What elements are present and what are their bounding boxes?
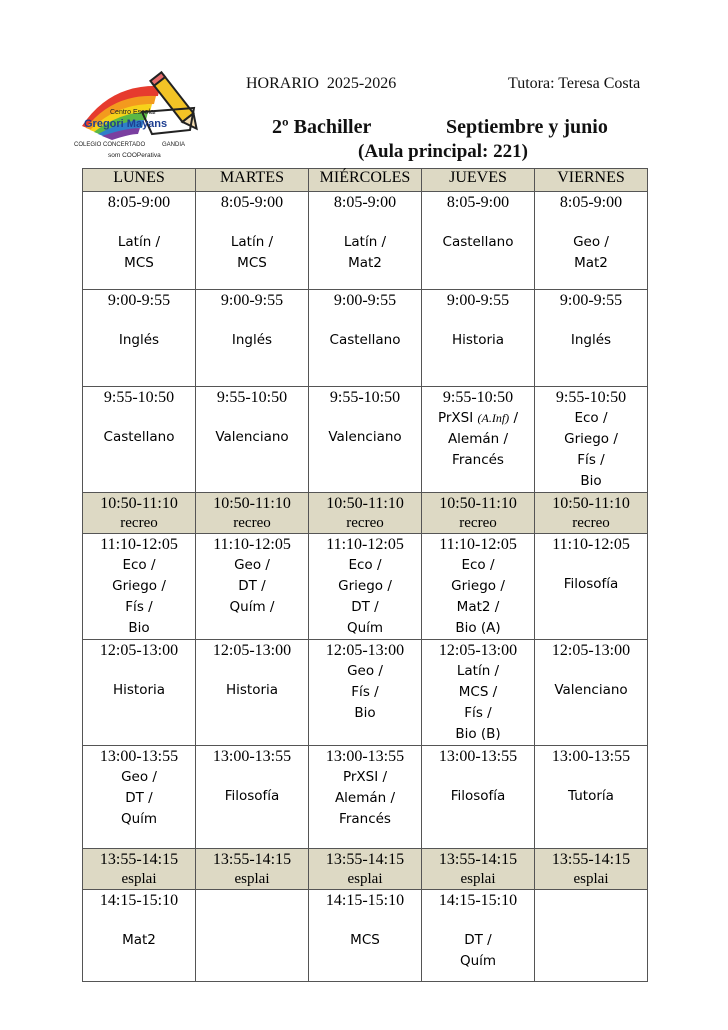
timetable-cell — [422, 290, 535, 387]
timetable-cell — [309, 746, 422, 849]
subject: Geo / — [347, 663, 383, 679]
schedule-title: HORARIO 2025-2026 — [246, 75, 397, 92]
timetable-cell — [422, 890, 535, 982]
subject: PrXSI — [437, 410, 474, 426]
slot-time: 9:00-9:55 — [107, 292, 171, 309]
break-time: 10:50-11:10 — [326, 495, 404, 512]
slot-time: 11:10-12:05 — [439, 536, 517, 553]
slot-time: 9:55-10:50 — [555, 389, 627, 406]
timetable-cell-empty — [196, 890, 309, 982]
timetable-cell — [422, 192, 535, 290]
break-cell — [83, 493, 196, 534]
subject: DT / — [351, 599, 379, 615]
slot-time: 13:00-13:55 — [551, 748, 631, 765]
break-label: recreo — [233, 515, 271, 531]
timetable-cell — [196, 290, 309, 387]
day-header-thursday: JUEVES — [422, 169, 535, 192]
subject: PrXSI / — [342, 769, 388, 785]
break-label: esplai — [121, 871, 157, 887]
subject: Bio — [128, 620, 150, 636]
logo-text-3: COLEGIO CONCERTADO — [74, 142, 146, 148]
timetable-cell — [535, 534, 648, 640]
slot-time: 13:00-13:55 — [99, 748, 179, 765]
subject: Latín / — [343, 234, 387, 250]
break-label: esplai — [234, 871, 270, 887]
break-time: 13:55-14:15 — [325, 851, 405, 868]
subject: Griego / — [451, 578, 505, 594]
subject: Francés — [452, 452, 504, 468]
timetable-row — [83, 192, 648, 290]
period-label: Septiembre y junio — [446, 116, 608, 138]
subject: Griego / — [112, 578, 166, 594]
slot-time: 14:15-15:10 — [99, 892, 179, 909]
slot-time: 14:15-15:10 — [438, 892, 518, 909]
subject: Bio (B) — [455, 726, 501, 742]
slot-time: 13:00-13:55 — [325, 748, 405, 765]
break-time: 13:55-14:15 — [99, 851, 179, 868]
break-cell — [196, 849, 309, 890]
logo-text-4: GANDIA — [162, 142, 186, 148]
slot-time: 8:05-9:00 — [107, 194, 171, 211]
subject: DT / — [464, 932, 492, 948]
tutor-name: Tutora: Teresa Costa — [508, 75, 641, 92]
timetable-row — [83, 387, 648, 493]
break-cell — [309, 493, 422, 534]
break-label: esplai — [573, 871, 609, 887]
slot-time: 9:55-10:50 — [103, 389, 175, 406]
break-time: 13:55-14:15 — [438, 851, 518, 868]
break-cell — [422, 849, 535, 890]
timetable — [82, 168, 648, 982]
subject: / — [513, 410, 519, 426]
subject: Eco / — [461, 557, 495, 573]
slot-time: 13:00-13:55 — [212, 748, 292, 765]
break-cell — [83, 849, 196, 890]
slot-time: 8:05-9:00 — [220, 194, 284, 211]
timetable-cell — [535, 290, 648, 387]
timetable-row — [83, 890, 648, 982]
subject-note: (A.Inf) — [477, 411, 510, 425]
timetable-cell — [83, 534, 196, 640]
subject: Bio (A) — [455, 620, 501, 636]
subject: Bio — [354, 705, 376, 721]
slot-time: 11:10-12:05 — [326, 536, 404, 553]
day-header-tuesday: MARTES — [196, 169, 309, 192]
subject: Eco / — [574, 410, 608, 426]
break-cell — [422, 493, 535, 534]
break-time: 10:50-11:10 — [552, 495, 630, 512]
subject: Griego / — [564, 431, 618, 447]
break-label: recreo — [346, 515, 384, 531]
day-header-monday: LUNES — [83, 169, 196, 192]
subject: Eco / — [122, 557, 156, 573]
timetable-cell — [309, 890, 422, 982]
subject: MCS — [124, 255, 154, 271]
break-label: recreo — [459, 515, 497, 531]
subject: Castellano — [329, 332, 401, 348]
subject: Inglés — [118, 332, 160, 348]
break-cell — [196, 493, 309, 534]
break-label: recreo — [572, 515, 610, 531]
slot-time: 12:05-13:00 — [212, 642, 292, 659]
subject: Mat2 — [122, 932, 156, 948]
subject: Latín / — [117, 234, 161, 250]
subject: Mat2 / — [456, 599, 500, 615]
slot-time: 14:15-15:10 — [325, 892, 405, 909]
subject: Castellano — [103, 429, 175, 445]
subject: Mat2 — [574, 255, 608, 271]
logo-text-2: Gregori Mayans — [84, 118, 168, 130]
subject: Alemán / — [447, 431, 509, 447]
subject: Francés — [339, 811, 391, 827]
timetable-cell — [309, 534, 422, 640]
slot-time: 9:00-9:55 — [446, 292, 510, 309]
timetable-cell — [83, 290, 196, 387]
timetable-header-row — [83, 169, 648, 192]
timetable-cell — [196, 192, 309, 290]
break-row — [83, 849, 648, 890]
subject: Historia — [112, 682, 166, 698]
course-name: 2º Bachiller — [272, 116, 372, 138]
subject: Inglés — [570, 332, 612, 348]
timetable-row — [83, 290, 648, 387]
timetable-row — [83, 746, 648, 849]
timetable-row — [83, 640, 648, 746]
subject: Historia — [451, 332, 505, 348]
timetable-cell — [83, 746, 196, 849]
subject: Quím — [120, 811, 158, 827]
subject: Griego / — [338, 578, 392, 594]
slot-time: 11:10-12:05 — [100, 536, 178, 553]
break-time: 10:50-11:10 — [213, 495, 291, 512]
break-row — [83, 493, 648, 534]
slot-time: 12:05-13:00 — [438, 642, 518, 659]
timetable-cell — [422, 640, 535, 746]
subject: DT / — [238, 578, 266, 594]
subject: Quím / — [229, 599, 275, 615]
timetable-row — [83, 534, 648, 640]
subject: MCS — [237, 255, 267, 271]
subject: Valenciano — [215, 429, 289, 445]
break-cell — [535, 849, 648, 890]
subject: Fís / — [464, 705, 492, 721]
subject: Quím — [459, 953, 497, 969]
break-time: 10:50-11:10 — [439, 495, 517, 512]
slot-time: 9:00-9:55 — [333, 292, 397, 309]
subject: Historia — [225, 682, 279, 698]
school-logo — [70, 64, 200, 166]
slot-time: 11:10-12:05 — [213, 536, 291, 553]
timetable-cell — [309, 192, 422, 290]
subject: Castellano — [442, 234, 514, 250]
slot-time: 9:55-10:50 — [329, 389, 401, 406]
subject: Valenciano — [554, 682, 628, 698]
slot-time: 9:55-10:50 — [442, 389, 514, 406]
subject: MCS / — [458, 684, 498, 700]
timetable-cell — [422, 534, 535, 640]
slot-time: 11:10-12:05 — [552, 536, 630, 553]
timetable-cell — [196, 387, 309, 493]
slot-time: 9:00-9:55 — [220, 292, 284, 309]
slot-time: 8:05-9:00 — [559, 194, 623, 211]
break-cell — [309, 849, 422, 890]
timetable-cell — [309, 290, 422, 387]
subject: Geo / — [234, 557, 270, 573]
timetable-cell — [535, 746, 648, 849]
subject: Mat2 — [348, 255, 382, 271]
subject: Bio — [580, 473, 602, 489]
slot-time: 8:05-9:00 — [446, 194, 510, 211]
timetable-cell — [422, 387, 535, 493]
timetable-cell — [196, 534, 309, 640]
slot-time: 12:05-13:00 — [99, 642, 179, 659]
break-time: 13:55-14:15 — [212, 851, 292, 868]
timetable-cell — [309, 640, 422, 746]
subject: Geo / — [573, 234, 609, 250]
subject: Filosofía — [563, 576, 619, 592]
timetable-cell — [535, 192, 648, 290]
slot-time: 12:05-13:00 — [551, 642, 631, 659]
day-header-friday: VIERNES — [535, 169, 648, 192]
break-label: recreo — [120, 515, 158, 531]
subject: Tutoría — [568, 788, 614, 804]
subject: Alemán / — [334, 790, 396, 806]
subject: Valenciano — [328, 429, 402, 445]
day-header-wednesday: MIÉRCOLES — [309, 169, 422, 192]
logo-text-1: Centro Escolar — [110, 109, 157, 116]
subject: DT / — [125, 790, 153, 806]
timetable-cell — [196, 746, 309, 849]
timetable-cell — [196, 640, 309, 746]
slot-time: 9:00-9:55 — [559, 292, 623, 309]
timetable-cell — [83, 890, 196, 982]
subject: Fís / — [577, 452, 605, 468]
break-time: 13:55-14:15 — [551, 851, 631, 868]
subject: Filosofía — [224, 788, 280, 804]
timetable-cell — [309, 387, 422, 493]
timetable-cell — [83, 640, 196, 746]
slot-time: 8:05-9:00 — [333, 194, 397, 211]
break-label: esplai — [460, 871, 496, 887]
classroom-label: (Aula principal: 221) — [358, 141, 528, 162]
slot-time: 9:55-10:50 — [216, 389, 288, 406]
subject: MCS — [350, 932, 380, 948]
subject: Quím — [346, 620, 384, 636]
subject: Latín / — [230, 234, 274, 250]
subject: Filosofía — [450, 788, 506, 804]
timetable-cell — [535, 387, 648, 493]
timetable-cell — [535, 640, 648, 746]
timetable-cell-empty — [535, 890, 648, 982]
timetable-cell — [83, 387, 196, 493]
subject: Inglés — [231, 332, 273, 348]
break-label: esplai — [347, 871, 383, 887]
subject: Fís / — [351, 684, 379, 700]
break-cell — [535, 493, 648, 534]
break-time: 10:50-11:10 — [100, 495, 178, 512]
timetable-cell — [422, 746, 535, 849]
subject: Fís / — [125, 599, 153, 615]
subject: Geo / — [121, 769, 157, 785]
slot-time: 12:05-13:00 — [325, 642, 405, 659]
logo-text-5: som COOPerativa — [108, 152, 161, 159]
timetable-cell — [83, 192, 196, 290]
slot-time: 13:00-13:55 — [438, 748, 518, 765]
subject: Eco / — [348, 557, 382, 573]
subject: Latín / — [456, 663, 500, 679]
